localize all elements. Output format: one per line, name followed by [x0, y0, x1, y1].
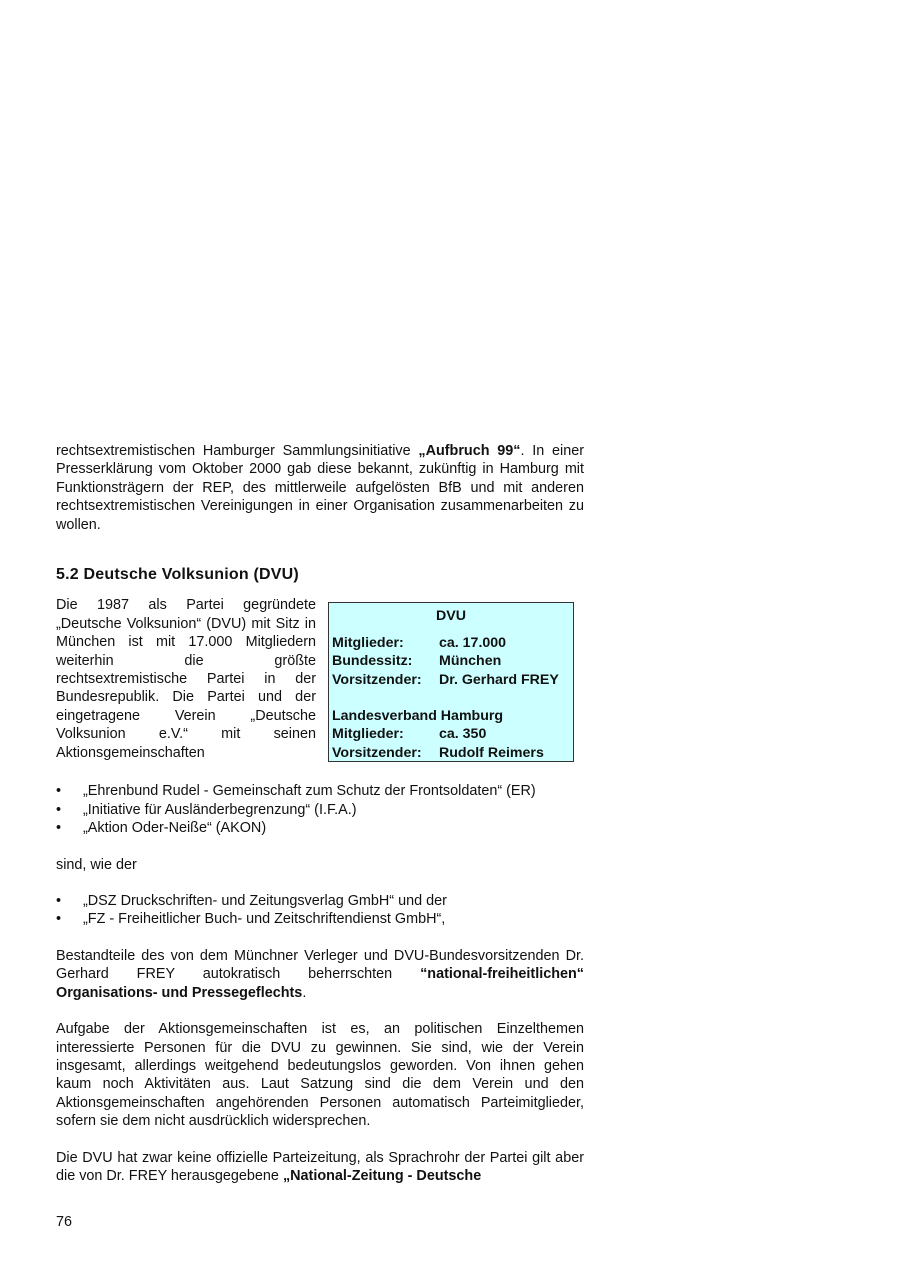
text: Die DVU hat zwar keine offizielle Parteizeitung, als Sprachrohr der Partei gilt aber die von Dr. FREY herausgegebene	[56, 1149, 584, 1184]
publishers-list	[56, 892, 584, 929]
intro-with-infobox	[56, 596, 584, 772]
list-item-text: „Initiative für Ausländerbegrenzung“ (I.F.A.)	[83, 801, 357, 818]
list-item-text: „Ehrenbund Rudel - Gemeinschaft zum Schutz der Frontsoldaten“ (ER)	[83, 783, 536, 800]
infobox-title: DVU	[436, 608, 466, 625]
bullet-icon: •	[56, 893, 62, 910]
infobox-value: München	[439, 653, 502, 670]
paragraph-bestandteile	[56, 947, 584, 1002]
paragraph-aufbruch	[56, 442, 584, 534]
infobox-value: Rudolf Reimers	[439, 744, 544, 761]
intro-paragraph: Die 1987 als Partei gegründete „Deutsche Volksunion“ (DVU) mit Sitz in München ist mit 17.000 Mitgliedern weiterhin die größte rechtsextremistische Partei in der Bundesrepublik. Die Partei und der eingetragene Verein „Deutsche Volksunion e.V.“ mit seinen Aktionsgemeinschaften	[56, 597, 316, 761]
bold-text: “national-freiheitlichen“ Organisations- und Pressegeflechts	[56, 966, 584, 1001]
bullet-icon: •	[56, 911, 62, 928]
list-item	[56, 782, 584, 800]
text: .	[302, 984, 307, 1001]
paragraph-aufgabe: Aufgabe der Aktionsgemeinschaften ist es, an politischen Einzelthemen interessierte Personen für die DVU zu gewinnen. Sie sind, wie der Verein insgesamt, allerdings weitgehend bedeutungslos geworden. Von ihnen gehen kaum noch Aktivitäten aus. Laut Satzung sind die dem Verein und den Aktionsgemeinschaften angehörenden Personen automatisch Parteimitglieder, sofern sie dem nicht ausdrücklich widersprechen.	[56, 1021, 584, 1130]
infobox-row	[332, 725, 570, 743]
section-heading: 5.2 Deutsche Volksunion (DVU)	[56, 566, 299, 584]
connector-text: sind, wie der	[56, 856, 137, 873]
list-item	[56, 910, 584, 928]
infobox-key: Vorsitzender:	[332, 744, 422, 761]
infobox-key: Mitglieder:	[332, 726, 404, 743]
bullet-icon: •	[56, 820, 62, 837]
infobox-key: Vorsitzender:	[332, 671, 422, 688]
bullet-icon: •	[56, 783, 62, 800]
infobox-key: Bundessitz:	[332, 653, 413, 670]
bullet-icon: •	[56, 801, 62, 818]
infobox-row	[332, 634, 570, 652]
infobox-row	[332, 671, 570, 689]
list-item	[56, 819, 584, 837]
page-number: 76	[56, 1214, 73, 1230]
text: . In einer Presserklärung vom Oktober 2000 gab diese bekannt, zukünftig in Hamburg mit Funktionsträgern der REP, des mittlerweile aufgelösten BfB und mit anderen rechtsextremistischen Vereinigungen in einer Organisation zusammenarbeiten zu wollen.	[56, 443, 584, 533]
bold-text: „Aufbruch 99“	[418, 443, 521, 459]
list-item	[56, 892, 584, 910]
infobox-row	[332, 744, 570, 762]
infobox-key: Mitglieder:	[332, 634, 404, 651]
list-item-text: „DSZ Druckschriften- und Zeitungsverlag GmbH“ und der	[83, 893, 447, 910]
bold-text: „National-Zeitung - Deutsche	[282, 1167, 482, 1184]
list-item	[56, 801, 584, 819]
infobox-value: ca. 17.000	[439, 634, 507, 651]
infobox-section-title: Landesverband Hamburg	[332, 708, 504, 725]
action-groups-list	[56, 782, 584, 837]
list-item-text: „FZ - Freiheitlicher Buch- und Zeitschriftendienst GmbH“,	[83, 911, 446, 928]
document-body	[56, 442, 584, 1185]
infobox-row	[332, 652, 570, 670]
paragraph-parteizeitung	[56, 1149, 584, 1186]
text: rechtsextremistischen Hamburger Sammlungsinitiative	[56, 443, 419, 459]
infobox-value: Dr. Gerhard FREY	[439, 671, 559, 688]
list-item-text: „Aktion Oder-Neiße“ (AKON)	[83, 820, 267, 837]
text: Bestandteile des von dem Münchner Verleger und DVU-Bundesvorsitzenden Dr. Gerhard FREY autokratisch beherrschten	[56, 947, 584, 983]
dvu-info-box	[328, 602, 574, 762]
infobox-value: ca. 350	[439, 726, 487, 743]
